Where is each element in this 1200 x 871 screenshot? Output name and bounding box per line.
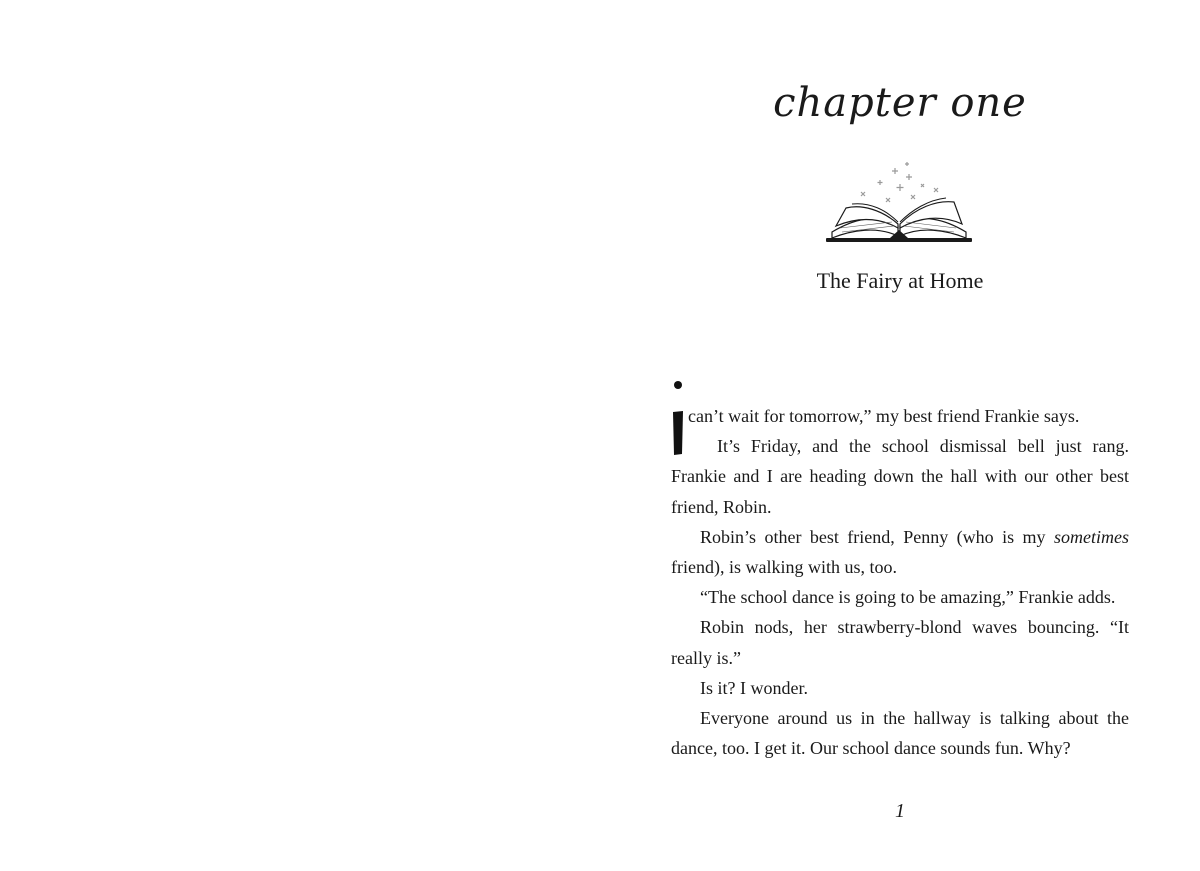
paragraph-3-emphasis: sometimes [1054, 526, 1129, 547]
chapter-title: The Fairy at Home [816, 268, 984, 293]
chapter-body [671, 401, 1129, 763]
open-book-sparkles-icon [822, 160, 976, 246]
paragraph-7 [671, 703, 1129, 763]
paragraph-1 [671, 401, 1129, 431]
paragraph-2-text: It’s Friday, and the school dismissal bell just rang. Frankie and I are heading down the hall with our other best friend, Robin. [671, 436, 1129, 517]
paragraph-4 [671, 582, 1129, 612]
paragraph-3-text-before: Robin’s other best friend, Penny (who is my [700, 526, 1054, 547]
paragraph-2 [671, 431, 1129, 522]
paragraph-3 [671, 522, 1129, 582]
paragraph-6 [671, 673, 1129, 703]
paragraph-7-text: Everyone around us in the hallway is talking about the dance, too. I get it. Our school dance sounds fun. Why? [671, 708, 1129, 759]
paragraph-4-text: “The school dance is going to be amazing,” Frankie adds. [700, 587, 1116, 608]
paragraph-6-text: Is it? I wonder. [700, 677, 808, 698]
paragraph-5-text: Robin nods, her strawberry-blond waves bouncing. “It really is.” [671, 617, 1129, 668]
paragraph-3-text-after: friend), is walking with us, too. [671, 557, 897, 578]
right-page [600, 0, 1200, 871]
chapter-heading: chapter one [773, 80, 1027, 126]
paragraph-1-text: can’t wait for tomorrow,” my best friend Frankie says. [688, 406, 1080, 426]
page-number: 1 [895, 800, 905, 822]
paragraph-5 [671, 612, 1129, 672]
